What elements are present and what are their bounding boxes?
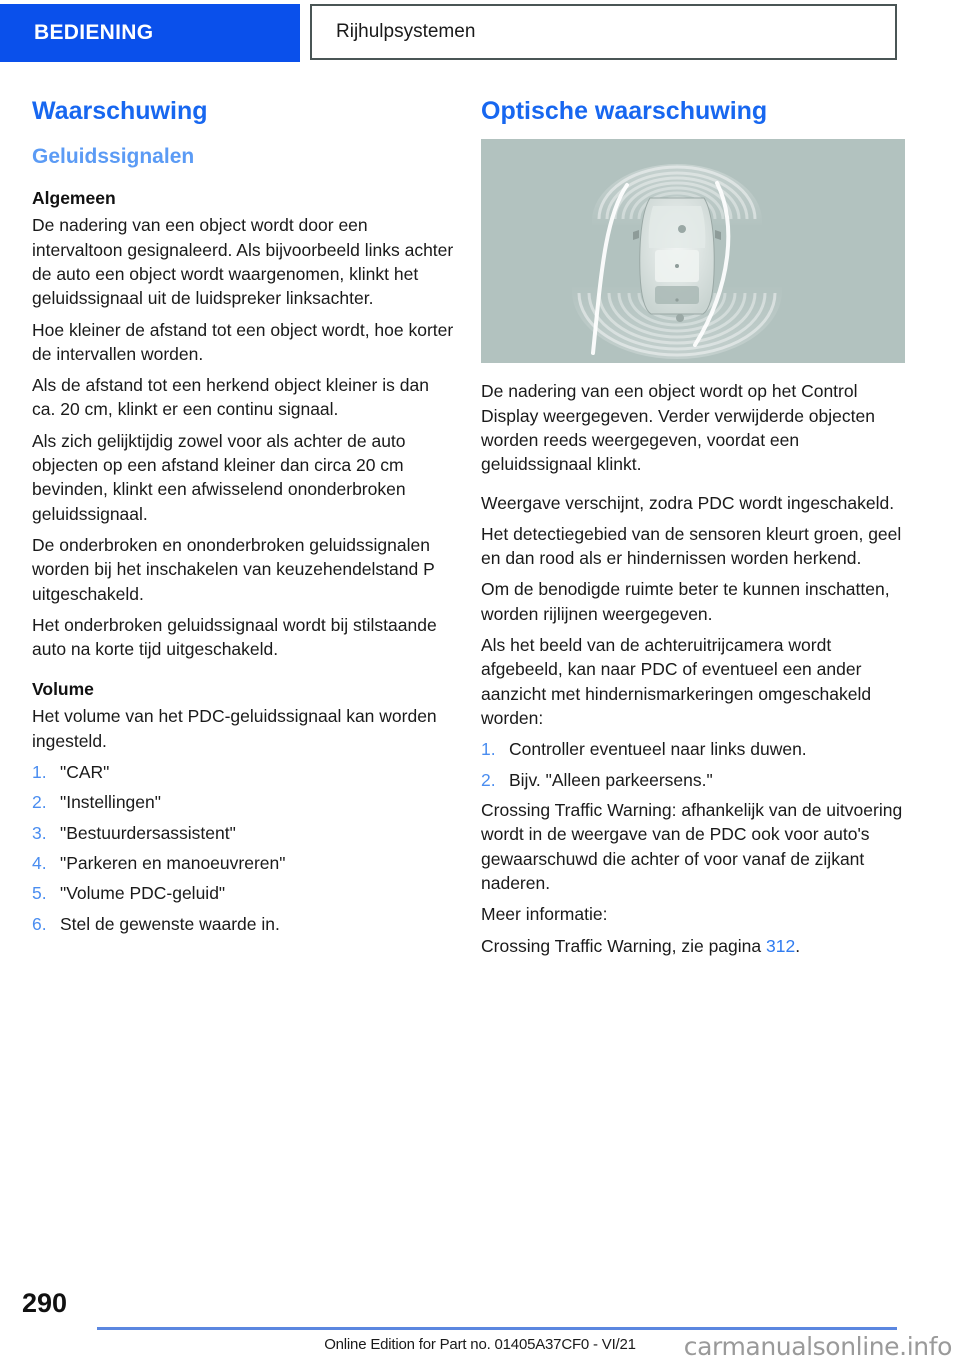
paragraph: Het detectiegebied van de sensoren kleurt groen, geel en dan rood als er hindernissen worden herkend. (481, 523, 902, 569)
list-text: Stel de gewenste waarde in. (60, 913, 280, 934)
list-item (32, 851, 457, 875)
section-box (310, 4, 897, 60)
list-text: "Instellingen" (60, 792, 161, 813)
paragraph: Het volume van het PDC-geluidssignaal kan worden ingesteld. (32, 706, 437, 751)
page-number: 290 (22, 1288, 68, 1318)
paragraph: Als het beeld van de achteruitrijcamera wordt afgebeeld, kan naar PDC of eventueel een ander aanzicht met hindernismarkeringen omgeschakeld worden: (481, 635, 872, 728)
section-label: Rijhulpsystemen (336, 21, 476, 42)
paragraph: De nadering van een object wordt door een intervaltoon gesignaleerd. Als bijvoorbeeld links achter de auto een object wordt waargenomen, klinkt het geluidssignaal uit de luidspreker linksachter. (32, 215, 454, 309)
right-column (481, 96, 906, 965)
left-column (32, 96, 457, 942)
pdc-diagram-svg (481, 139, 905, 363)
paragraph: Om de benodigde ruimte beter te kunnen inschatten, worden rijlijnen weergegeven. (481, 579, 890, 624)
list-item (32, 821, 457, 845)
paragraph: De onderbroken en ononderbroken geluidssignalen worden bij het inschakelen van keuzehendelstand P uitgeschakeld. (32, 535, 435, 604)
pdc-topview-illustration (481, 139, 905, 363)
chapter-band (0, 4, 300, 62)
subheading-algemeen: Algemeen (32, 187, 116, 208)
page-reference-link[interactable]: 312 (766, 935, 796, 956)
paragraph: Meer informatie: (481, 904, 608, 925)
list-text: Bijv. "Alleen parkeersens." (509, 769, 713, 790)
section-heading-geluidssignalen: Geluidssignalen (32, 145, 195, 169)
list-item (32, 881, 457, 905)
list-text: "Parkeren en manoeuvreren" (60, 852, 286, 873)
section-heading-optische-waarschuwing: Optische waarschuwing (481, 97, 768, 125)
list-marker: 1. (32, 761, 47, 782)
list-item (32, 912, 457, 936)
list-marker: 1. (481, 739, 496, 760)
list-item (32, 790, 457, 814)
list-marker: 4. (32, 852, 47, 873)
list-marker: 5. (32, 883, 47, 904)
car-topview (633, 198, 721, 314)
camera-switch-steps-list (481, 737, 906, 792)
cross-reference-prefix: Crossing Traffic Warning, zie pagina (481, 935, 766, 956)
list-text: "Volume PDC-geluid" (60, 883, 226, 904)
edition-note: Online Edition for Part no. 01405A37CF0 - VI/21 (324, 1336, 636, 1353)
list-item (481, 768, 906, 792)
site-watermark: carmanualsonline.info (683, 1332, 952, 1361)
list-item (32, 760, 457, 784)
paragraph: Het onderbroken geluidssignaal wordt bij stilstaande auto na korte tijd uitgeschakeld. (32, 614, 437, 660)
paragraph: Hoe kleiner de afstand tot een object wordt, hoe korter de intervallen worden. (32, 319, 454, 364)
list-text: "Bestuurdersassistent" (60, 822, 236, 843)
paragraph: De nadering van een object wordt op het Control Display weergegeven. Verder verwijderde objecten worden reeds weergegeven, voordat een geluidssignaal klinkt. (481, 381, 875, 475)
cross-reference (481, 934, 906, 958)
paragraph: Crossing Traffic Warning: afhankelijk van de uitvoering wordt in de weergave van de PDC ook voor auto's gewaarschuwd die achter of voor vanaf de zijkant naderen. (481, 799, 903, 893)
paragraph: Weergave verschijnt, zodra PDC wordt ingeschakeld. (481, 492, 895, 513)
list-item (481, 737, 906, 761)
volume-steps-list (32, 760, 457, 936)
list-text: "CAR" (60, 761, 110, 782)
page-footer (0, 1288, 960, 1362)
footer-divider (97, 1327, 897, 1330)
list-marker: 2. (32, 792, 47, 813)
subheading-volume: Volume (32, 678, 94, 699)
page-header (0, 0, 960, 62)
page-title: Waarschuwing (32, 97, 208, 125)
list-marker: 3. (32, 822, 47, 843)
page-content (0, 96, 960, 1256)
cross-reference-suffix: . (795, 935, 801, 956)
chapter-label: BEDIENING (34, 21, 154, 44)
list-text: Controller eventueel naar links duwen. (509, 739, 807, 760)
list-marker: 6. (32, 913, 47, 934)
list-marker: 2. (481, 769, 496, 790)
paragraph: Als de afstand tot een herkend object kleiner is dan ca. 20 cm, klinkt er een continu signaal. (32, 375, 429, 420)
paragraph: Als zich gelijktijdig zowel voor als achter de auto objecten op een afstand kleiner dan circa 20 cm bevinden, klinkt een afwisselend ononderbroken geluidssignaal. (32, 430, 406, 524)
